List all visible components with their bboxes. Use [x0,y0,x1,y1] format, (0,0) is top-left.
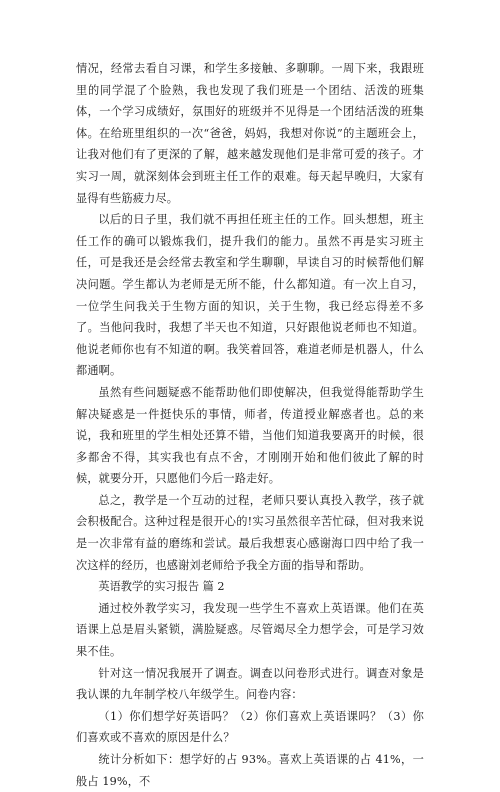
paragraph-6: 通过校外教学实习，我发现一些学生不喜欢上英语课。他们在英语课上总是眉头紧锁，满脸疑惑。尽管竭尽全力想学会，可是学习效果不佳。 [76,601,424,659]
paragraph-3: 虽然有些问题疑惑不能帮助他们即使解决，但我觉得能帮助学生解决疑惑是一件挺快乐的事情，师者，传道授业解惑者也。总的来说，我和班里的学生相处还算不错，当他们知道我要离开的时候，很多都舍不得，其实我也有点不舍，才刚刚开始和他们彼此了解的时候，就要分开，只愿他们今后一路走好。 [76,385,424,486]
section-heading: 英语教学的实习报告 篇 2 [98,580,225,594]
document-page [76,58,424,792]
paragraph-7: 针对这一情况我展开了调查。调查以问卷形式进行。调查对象是我认课的九年制学校八年级学生。问卷内容： [76,666,424,702]
paragraph-2: 以后的日子里，我们就不再担任班主任的工作。回头想想，班主任工作的确可以锻炼我们，提升我们的能力。虽然不再是实习班主任，可是我还是会经常去教室和学生聊聊，早读自习的时候帮他们解决问题。学生都认为老师是无所不能，什么都知道。有一次上自习，一位学生问我关于生物方面的知识，关于生物，我已经忘得差不多了。当他问我时，我想了半天也不知道，只好跟他说老师也不知道。他说老师你也有不知道的啊。我笑着回答，难道老师是机器人，什么都通啊。 [76,213,424,378]
paragraph-8-questions: （1）你们想学好英语吗？（2）你们喜欢上英语课吗？（3）你们喜欢或不喜欢的原因是什么？ [76,709,424,745]
paragraph-4: 总之，教学是一个互动的过程，老师只要认真投入教学，孩子就会积极配合。这种过程是很开心的!实习虽然很辛苦忙碌，但对我来说是一次非常有益的磨练和尝试。最后我想衷心感谢海口四中给了我一次这样的经历，也感谢刘老师给予我全方面的指导和帮助。 [76,493,424,572]
paragraph-1: 情况，经常去看自习课，和学生多接触、多聊聊。一周下来，我跟班里的同学混了个脸熟，我也发现了我们班是一个团结、活泼的班集体，一个学习成绩好，氛围好的班级并不见得是一个团结活泼的班集体。在给班里组织的一次“爸爸，妈妈，我想对你说”的主题班会上，让我对他们有了更深的了解，越来越发现他们是非常可爱的孩子。才实习一周，就深刻体会到班主任工作的艰难。每天起早晚归，大家有显得有些筋疲力尽。 [76,62,424,205]
paragraph-9-statistics: 统计分析如下：想学好的占 93%。喜欢上英语课的占 41%，一般占 19%，不 [76,753,424,788]
